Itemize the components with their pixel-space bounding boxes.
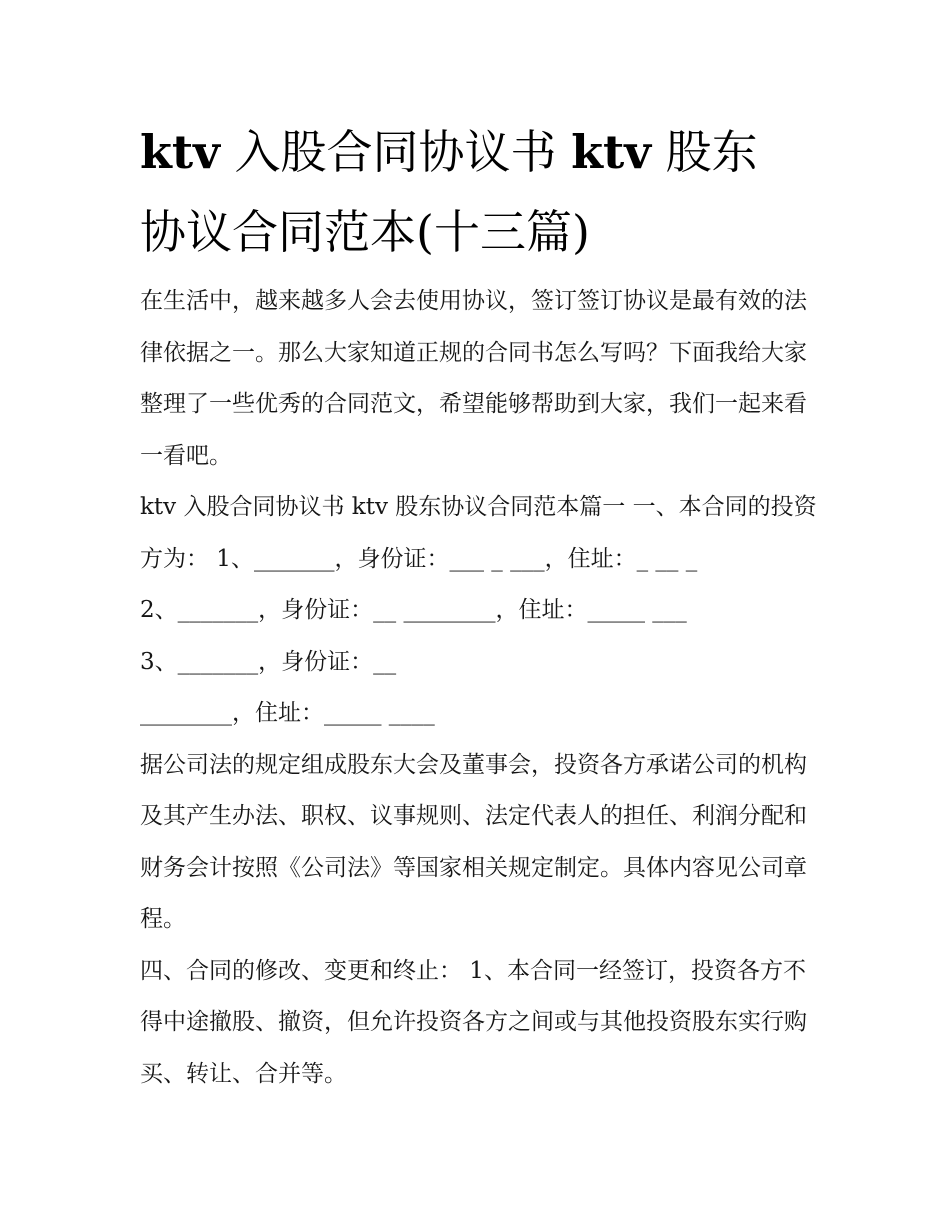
- party-3-address-line: ________，住址：_____ ____: [140, 700, 435, 726]
- parties-paragraph: ktv 入股合同协议书 ktv 股东协议合同范本篇一 一、本合同的投资方为： 1、_______，身份证：___ _ ___，住址：_ __ _: [140, 494, 817, 572]
- document-content: [140, 112, 820, 1100]
- company-law-paragraph: 据公司法的规定组成股东大会及董事会，投资各方承诺公司的机构及其产生办法、职权、议事规则、法定代表人的担任、利润分配和财务会计按照《公司法》等国家相关规定制定。具体内容见公司章程。: [140, 751, 807, 932]
- document-title: [140, 112, 820, 272]
- title-part-1: 入股合同协议书: [219, 125, 572, 179]
- party-3-line: 3、_______，身份证：__: [140, 648, 397, 675]
- title-ktv-2: ktv: [571, 125, 651, 179]
- title-ktv-1: ktv: [140, 125, 220, 179]
- title-part-2: 股东: [650, 125, 758, 179]
- title-line-2: 协议合同范本(十三篇): [140, 205, 590, 259]
- section-4-paragraph: 四、合同的修改、变更和终止： 1、本合同一经签订，投资各方不得中途撤股、撤资，但允许投资各方之间或与其他投资股东实行购买、转让、合并等。: [140, 957, 807, 1087]
- party-2-line: 2、_______，身份证：__ ________，住址：_____ ___: [140, 597, 687, 623]
- intro-paragraph: 在生活中，越来越多人会去使用协议，签订签订协议是最有效的法律依据之一。那么大家知道正规的合同书怎么写吗？下面我给大家整理了一些优秀的合同范文，希望能够帮助到大家，我们一起来看一看吧。: [140, 288, 807, 469]
